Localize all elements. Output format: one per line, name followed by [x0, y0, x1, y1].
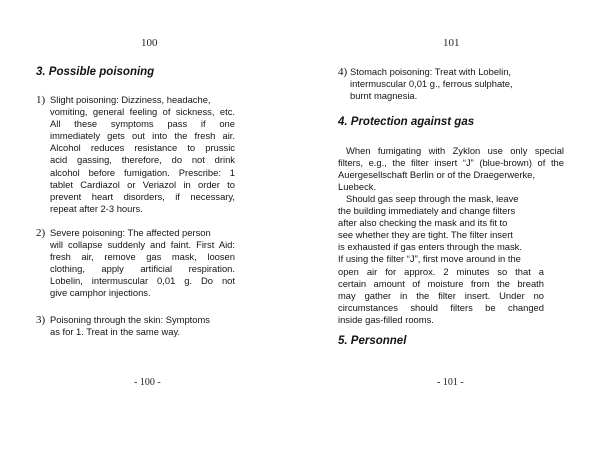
- text-line: the building immediately and change filters: [338, 205, 516, 217]
- text-line: prevent heart disorders, if necessary,: [50, 190, 235, 202]
- text-line: is exhausted if gas enters through the mask.: [338, 241, 522, 253]
- list-item-2: [36, 227, 235, 300]
- list-item-3: [36, 314, 235, 338]
- text-line: immediately gets out into the fresh air.: [50, 130, 235, 142]
- text-line: give camphor injections.: [50, 287, 151, 299]
- text-line: filters, e.g., the filter insert “J” (blue-brown) of the: [338, 157, 564, 169]
- list-item-4: [338, 66, 558, 102]
- text-line: tablet Cardiazol or Veriazol in order to: [50, 178, 235, 190]
- item-number: 2): [36, 227, 46, 239]
- text-line: All these symptoms pass if one: [50, 118, 235, 130]
- section-5-heading: 5. Personnel: [338, 335, 407, 347]
- text-line: see whether they are tight. The filter insert: [338, 229, 513, 241]
- text-line: Luebeck.: [338, 181, 377, 193]
- page-number-101: 101: [443, 37, 460, 49]
- paragraph-zyklon-filters: [338, 145, 564, 193]
- item-number: 4): [338, 66, 348, 78]
- text-line: If using the filter “J”, first move around in the: [338, 253, 521, 265]
- text-line: after also checking the mask and its fit to: [338, 217, 508, 229]
- item-number: 3): [36, 314, 46, 326]
- item-text: [50, 94, 235, 215]
- text-line: open air for approx. 2 minutes so that a: [338, 265, 544, 277]
- text-line: alcohol before fumigation. Prescribe: 1: [50, 166, 235, 178]
- text-line: Poisoning through the skin: Symptoms: [50, 314, 210, 325]
- text-line: Auergesellschaft Berlin or of the Draegerwerke,: [338, 169, 535, 181]
- text-line: When fumigating with Zyklon use only special: [346, 145, 564, 156]
- text-line: as for 1. Treat in the same way.: [50, 326, 181, 338]
- text-line: Alcohol reduces resistance to prussic: [50, 142, 235, 154]
- text-line: acid gassing, therefore, do not drink: [50, 154, 235, 166]
- item-text: [50, 314, 235, 338]
- text-line: Stomach poisoning: Treat with Lobelin,: [350, 66, 512, 77]
- text-line: fresh air, remove gas mask, loosen: [50, 251, 235, 263]
- text-line: inside gas-filled rooms.: [338, 313, 434, 325]
- text-line: certain amount of moisture from the breath: [338, 277, 544, 289]
- paragraph-gas-seep: [338, 193, 544, 326]
- text-line: vomiting, general feeling of sickness, etc.: [50, 106, 235, 118]
- item-text: [50, 227, 235, 300]
- section-4-heading: 4. Protection against gas: [338, 116, 475, 128]
- text-line: intermuscular 0,01 g., ferrous sulphate,: [350, 78, 513, 90]
- text-line: repeat after 2-3 hours.: [50, 202, 143, 214]
- text-line: will collapse suddenly and faint. First Aid:: [50, 239, 235, 251]
- text-line: Should gas seep through the mask, leave: [346, 193, 519, 204]
- text-line: circumstances should filters be changed: [338, 301, 544, 313]
- text-line: Slight poisoning: Dizziness, headache,: [50, 94, 211, 105]
- text-line: Lobelin, intermuscular 0,01 g. Do not: [50, 275, 235, 287]
- section-3-heading: 3. Possible poisoning: [36, 66, 155, 78]
- text-line: clothing, apply artificial respiration.: [50, 263, 235, 275]
- item-number: 1): [36, 94, 46, 106]
- page-number-100: 100: [141, 37, 158, 49]
- text-line: may gather in the filter insert. Under no: [338, 289, 544, 301]
- list-item-1: [36, 94, 235, 215]
- text-line: Severe poisoning: The affected person: [50, 227, 211, 238]
- right-page: [300, 0, 600, 471]
- footer-page-number: - 100 -: [134, 377, 161, 388]
- text-line: burnt magnesia.: [350, 90, 418, 102]
- footer-page-number: - 101 -: [437, 377, 464, 388]
- item-text: [350, 66, 558, 102]
